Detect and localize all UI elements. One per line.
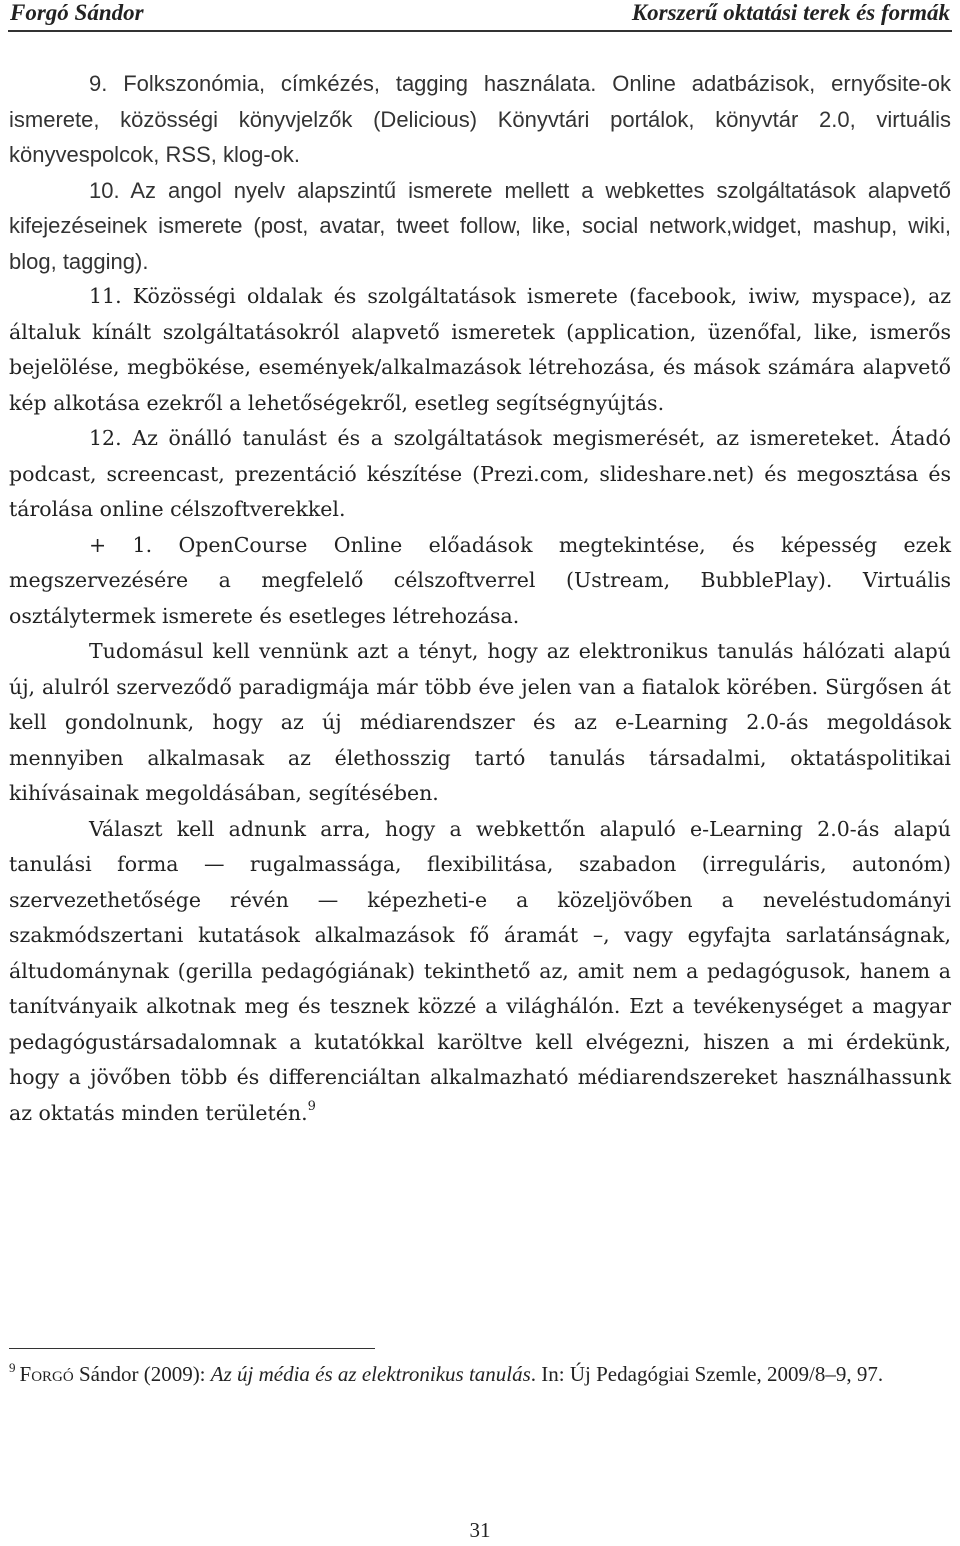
paragraph-elektronikus-tanulas: Tudomásul kell vennünk azt a tényt, hogy az elektronikus tanulás hálózati alapú új, alulról szerveződő paradigmája már több éve jelen van a fiatalok körében. Sürgősen át kell gondolnunk, hogy az új médiarendszer és az e-Learning 2.0-ás megoldások mennyiben alkalmasak az élethosszig tartó tanulás társadalmi, oktatáspolitikai kihívásainak megoldásában, segítésében. xyxy=(9,639,951,805)
list-item-10: 10. Az angol nyelv alapszintű ismerete mellett a webkettes szolgáltatások alapvető kifejezéseinek ismerete (post, avatar, tweet follow, like, social network,widget, mashup, wiki, blog, tagging). xyxy=(9,177,951,274)
footnote-title: Az új média és az elektronikus tanulás xyxy=(210,1362,531,1386)
main-text xyxy=(9,66,951,1131)
page-number: 31 xyxy=(469,1518,491,1542)
list-item-12: 12. Az önálló tanulást és a szolgáltatások megismerését, az ismereteket. Átadó podcast, screencast, prezentáció készítése (Prezi.com, slideshare.net) és megosztása és tárolása online célszoftverekkel. xyxy=(9,426,951,521)
header-author: Forgó Sándor xyxy=(10,0,144,25)
paragraph-valaszt-kell-adnunk xyxy=(9,812,951,1132)
running-header xyxy=(8,0,952,32)
list-item-11: 11. Közösségi oldalak és szolgáltatások ismerete (facebook, iwiw, myspace), az általuk kínált szolgáltatásokról alapvető ismeretek (application, üzenőfal, like, ismerős bejelölése, megbökése, események/alkalmazások létrehozása, és mások számára alapvető kép alkotása ezekről a lehetőségekről, esetleg segítségnyújtás. xyxy=(9,284,951,415)
footnote-reference[interactable]: 9 xyxy=(307,1098,316,1114)
list-item-9: 9. Folkszonómia, címkézés, tagging használata. Online adatbázisok, ernyősite-ok ismerete, közösségi könyvjelzők (Delicious) Könyvtári portálok, könyvtár 2.0, virtuális könyvespolcok, RSS, klog-ok. xyxy=(9,71,951,167)
footnote-author-caps: ORGÓ xyxy=(31,1369,74,1385)
footnote-number: 9 xyxy=(9,1360,16,1375)
footnote-source: . In: Új Pedagógiai Szemle, 2009/8–9, 97. xyxy=(530,1362,884,1386)
paragraph-text: Választ kell adnunk arra, hogy a webkettőn alapuló e-Learning 2.0-ás alapú tanulási forma — rugalmassága, flexibilitása, szabadon (irreguláris, autonóm) szervezethetősége révén — képezheti-e a közeljövőben a neveléstudományi szakmódszertani kutatások alkalmazások fő áramát –, vagy egyfajta sarlatánságnak, áltudománynak (gerilla pedagógiának) tekinthető az, amit nem a pedagógusok, hanem a tanítványaik alkotnak meg és tesznek közzé a világhálón. Ezt a tevékenységet a magyar pedagógustársadalomnak a kutatókkal karöltve kell elvégezni, hiszen a mi érdekünk, hogy a jövőben több és differenciáltan alkalmazható médiarendszereket használhassunk az oktatás minden területén. xyxy=(9,816,951,1125)
footnote-author-rest: Sándor (2009): xyxy=(73,1362,211,1386)
footnote-author-initial: F xyxy=(19,1362,32,1386)
footnote xyxy=(9,1358,951,1394)
list-item-plus-1: + 1. OpenCourse Online előadások megtekintése, és képesség ezek megszervezésére a megfelelő célszoftverrel (Ustream, BubblePlay). Virtuális osztálytermek ismerete és esetleges létrehozása. xyxy=(9,532,951,628)
footnote-divider xyxy=(9,1348,375,1349)
header-title: Korszerű oktatási terek és formák xyxy=(631,0,950,25)
